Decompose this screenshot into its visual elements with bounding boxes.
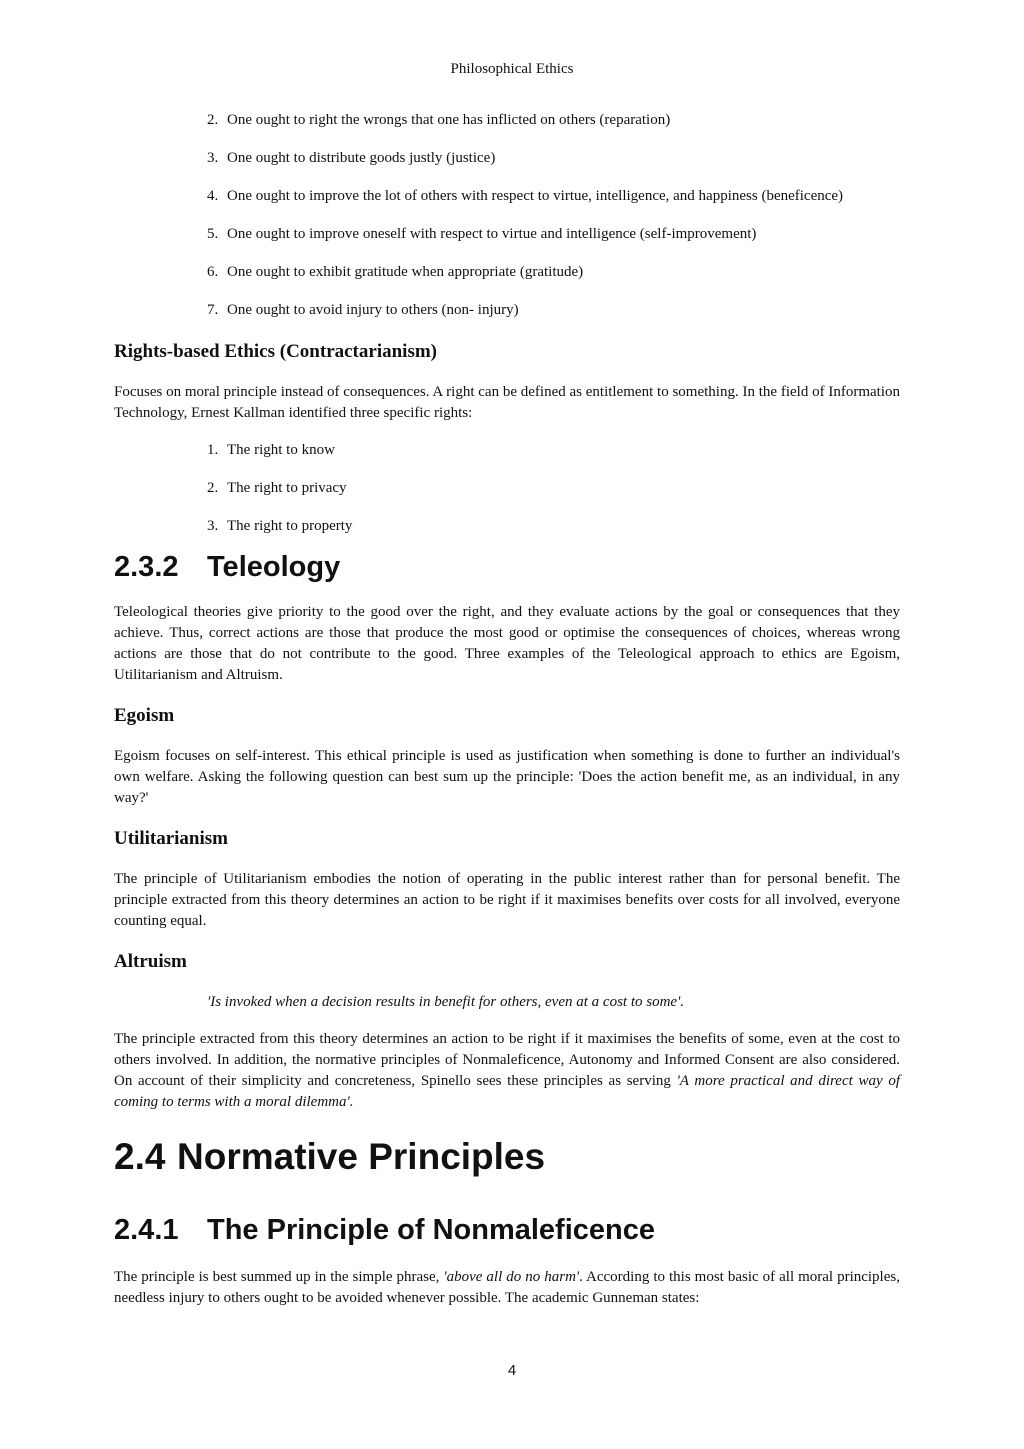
rights-heading: Rights-based Ethics (Contractarianism) <box>114 341 437 362</box>
list-number: 2. <box>207 112 219 128</box>
list-item <box>114 478 900 498</box>
list-text: One ought to improve oneself with respect to virtue and intelligence (self-improvement) <box>227 226 757 242</box>
page-content <box>114 110 900 1325</box>
section-number: 2.3.2 <box>114 551 179 583</box>
list-number: 2. <box>207 480 219 496</box>
running-header: Philosophical Ethics <box>450 61 574 77</box>
list-item <box>114 516 900 536</box>
list-number: 1. <box>207 442 219 458</box>
utilitarianism-paragraph: The principle of Utilitarianism embodies the notion of operating in the public interest rather than for personal benefit. The principle extracted from this theory determines an action to be right if it maximises benefits over costs for all involved, everyone counting equal. <box>114 871 900 929</box>
list-item <box>114 262 900 282</box>
egoism-heading: Egoism <box>114 705 175 726</box>
list-text: One ought to improve the lot of others with respect to virtue, intelligence, and happiness (beneficence) <box>227 188 844 204</box>
egoism-paragraph: Egoism focuses on self-interest. This ethical principle is used as justification when something is done to further an individual's own welfare. Asking the following question can best sum up the principle: 'Does the action benefit me, as an individual, in any way?' <box>114 748 900 806</box>
list-text: The right to property <box>227 518 353 534</box>
altruism-paragraph-quote: 'A more practical and direct way of coming to terms with a moral dilemma'. <box>114 1073 901 1110</box>
list-number: 3. <box>207 150 219 166</box>
list-text: The right to privacy <box>227 480 347 496</box>
list-item <box>114 186 900 206</box>
altruism-quote: 'Is invoked when a decision results in benefit for others, even at a cost to some'. <box>207 994 685 1010</box>
list-item <box>114 300 900 320</box>
list-number: 5. <box>207 226 219 242</box>
altruism-paragraph-text: The principle extracted from this theory determines an action to be right if it maximises the benefits of some, even at the cost to others involved. In addition, the normative principles of Nonmaleficence, Autonomy and Informed Consent are also considered. On account of their simplicity and concreteness, Spinello sees these principles as serving <box>114 1031 900 1089</box>
teleology-heading <box>114 550 900 584</box>
section-title: Teleology <box>207 551 341 583</box>
teleology-paragraph: Teleological theories give priority to the good over the right, and they evaluate actions by the goal or consequences that they achieve. Thus, correct actions are those that produce the most good or optimise the consequences of choices, whereas wrong actions are those that do not contribute to the good. Three examples of the Teleological approach to ethics are Egoism, Utilitarianism and Altruism. <box>114 604 900 683</box>
nonmaleficence-text-start: The principle is best summed up in the simple phrase, <box>114 1269 444 1285</box>
duties-list <box>114 110 900 320</box>
nonmaleficence-text-end: . According to this most basic of all moral principles, needless injury to others ought to be avoided whenever possible. The academic Gunneman states: <box>114 1269 900 1306</box>
list-item <box>114 224 900 244</box>
list-number: 4. <box>207 188 219 204</box>
list-text: One ought to right the wrongs that one has inflicted on others (reparation) <box>227 112 671 128</box>
utilitarianism-heading: Utilitarianism <box>114 828 228 849</box>
section-number: 2.4.1 <box>114 1214 179 1246</box>
list-text: One ought to exhibit gratitude when appropriate (gratitude) <box>227 264 584 280</box>
list-item <box>114 148 900 168</box>
rights-list <box>114 440 900 536</box>
altruism-heading: Altruism <box>114 951 187 972</box>
list-number: 6. <box>207 264 219 280</box>
list-text: One ought to avoid injury to others (non- injury) <box>227 302 519 318</box>
altruism-paragraph <box>114 1029 900 1113</box>
section-title: Normative Principles <box>177 1136 546 1177</box>
rights-paragraph: Focuses on moral principle instead of consequences. A right can be defined as entitlement to something. In the field of Information Technology, Ernest Kallman identified three specific rights: <box>114 384 900 421</box>
list-number: 3. <box>207 518 219 534</box>
page-number: 4 <box>507 1362 517 1379</box>
list-number: 7. <box>207 302 219 318</box>
section-number: 2.4 <box>114 1136 166 1177</box>
nonmaleficence-phrase: 'above all do no harm' <box>443 1269 580 1285</box>
section-title: The Principle of Nonmaleficence <box>207 1214 655 1246</box>
list-text: The right to know <box>227 442 335 458</box>
normative-heading <box>114 1135 900 1179</box>
list-text: One ought to distribute goods justly (justice) <box>227 150 496 166</box>
nonmaleficence-heading <box>114 1213 900 1247</box>
list-item <box>114 440 900 460</box>
list-item <box>114 110 900 130</box>
nonmaleficence-paragraph <box>114 1267 900 1309</box>
